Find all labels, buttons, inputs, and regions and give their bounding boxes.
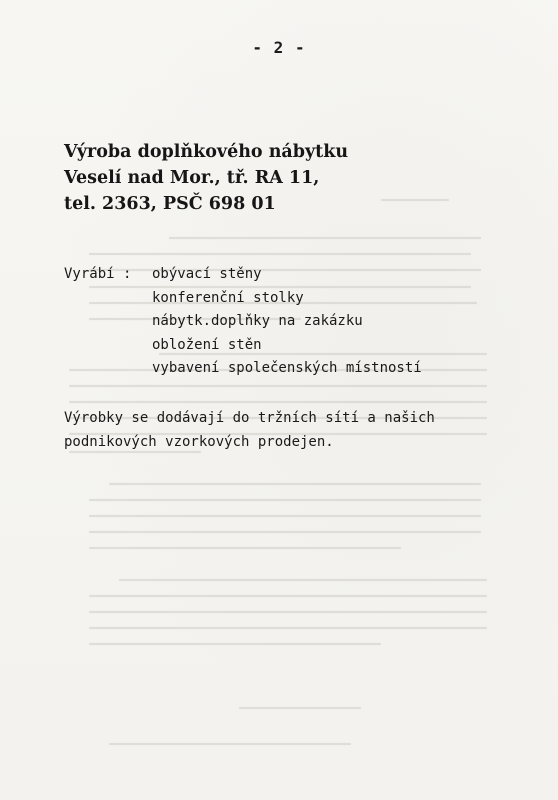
product-list (152, 263, 422, 381)
company-header (64, 139, 348, 217)
company-name: Výroba doplňkového nábytku (64, 142, 349, 162)
product-item: konferenční stolky (152, 289, 304, 306)
note-line: podnikových vzorkových prodejen. (64, 433, 334, 450)
product-item: obývací stěny (152, 266, 262, 282)
distribution-note (64, 407, 534, 454)
note-line: Výrobky se dodávají do tržních sítí a našich (64, 410, 435, 426)
company-address: Veselí nad Mor., tř. RA 11, (64, 168, 320, 188)
product-item: nábytk.doplňky na zakázku (152, 313, 363, 329)
product-item: vybavení společenských místností (152, 360, 422, 376)
products-label: Vyrábí : (64, 266, 132, 282)
company-contact: tel. 2363, PSČ 698 01 (64, 194, 276, 214)
page-number: - 2 - (252, 38, 306, 57)
product-item: obložení stěn (152, 336, 262, 353)
